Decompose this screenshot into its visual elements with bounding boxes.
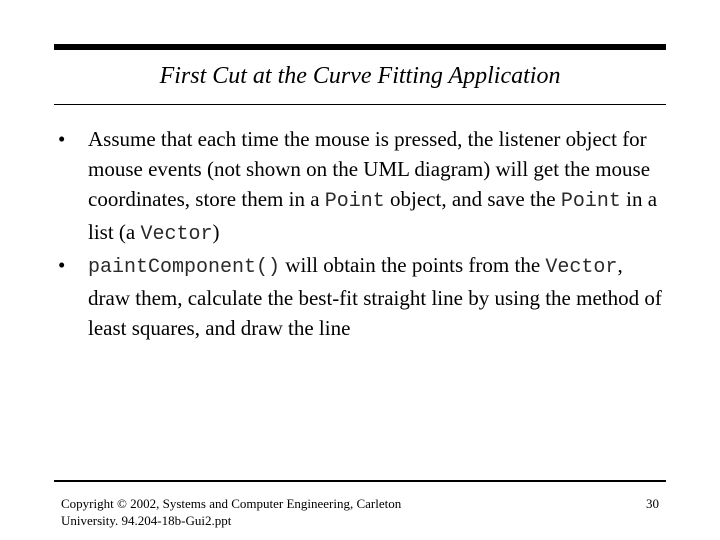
bullet-marker: • xyxy=(58,127,66,151)
page-number: 30 xyxy=(646,496,659,511)
code-vector: Vector xyxy=(545,256,618,279)
bottom-rule xyxy=(54,480,666,482)
bullet-text: ) xyxy=(212,220,220,244)
bullet-marker: • xyxy=(58,253,66,277)
bullet-item xyxy=(58,250,666,343)
slide-title: First Cut at the Curve Fitting Application xyxy=(159,63,561,89)
title-rule xyxy=(54,104,666,105)
bullet-text: Assume that each time the mouse is pressed, the listener object for mouse events (not shown on the UML diagram) will get the mouse coordinates, store them in a xyxy=(88,127,651,211)
code-vector: Vector xyxy=(140,223,213,246)
code-point: Point xyxy=(324,190,385,213)
code-paint-component: paintComponent() xyxy=(88,256,281,279)
top-rule xyxy=(54,44,666,50)
bullet-text: will obtain the points from the xyxy=(280,253,546,277)
bullet-text: in a list (a xyxy=(88,187,658,244)
bullet-item xyxy=(58,124,666,250)
bullet-text: , draw them, calculate the best-fit straight line by using the method of least squares, and draw the line xyxy=(88,253,662,340)
footer-line: University. 94.204-18b-Gui2.ppt xyxy=(61,513,232,528)
bullet-text: object, and save the xyxy=(384,187,561,211)
bullet-list xyxy=(58,124,666,343)
footer-copyright xyxy=(61,495,441,529)
footer-line: Copyright © 2002, Systems and Computer Engineering, Carleton xyxy=(61,496,402,511)
code-point: Point xyxy=(560,190,621,213)
